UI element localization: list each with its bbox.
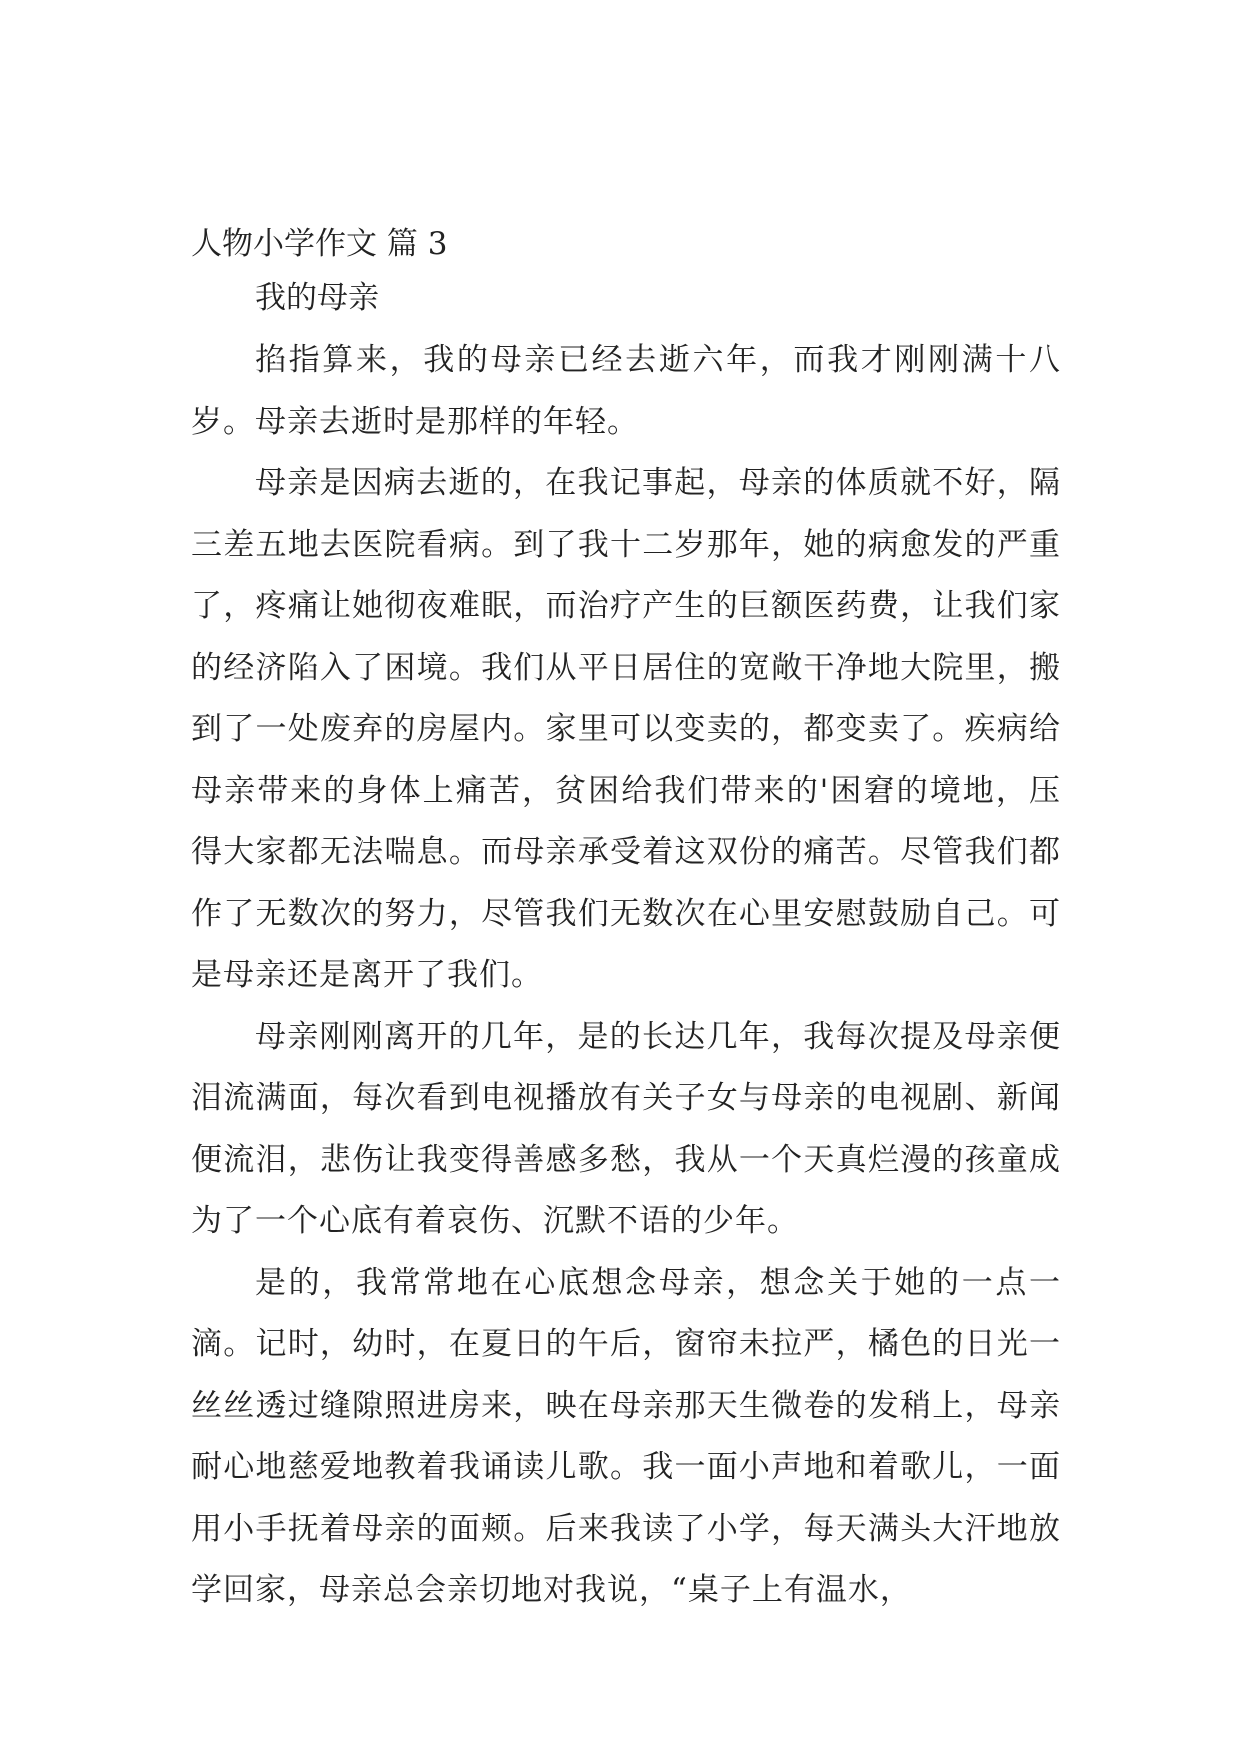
paragraph-3: 母亲刚刚离开的几年，是的长达几年，我每次提及母亲便泪流满面，每次看到电视播放有关子女与母亲的电视剧、新闻便流泪，悲伤让我变得善感多愁，我从一个天真烂漫的孩童成为了一个心底有着哀伤、沉默不语的少年。 (191, 1018, 1061, 1239)
section-header: 人物小学作文 篇 3 (191, 226, 448, 262)
document-body (191, 222, 1061, 1622)
paragraph-4: 是的，我常常地在心底想念母亲，想念关于她的一点一滴。记时，幼时，在夏日的午后，窗帘未拉严，橘色的日光一丝丝透过缝隙照进房来，映在母亲那天生微卷的发稍上，母亲耐心地慈爱地教着我诵读儿歌。我一面小声地和着歌儿，一面用小手抚着母亲的面颊。后来我读了小学，每天满头大汗地放学回家，母亲总会亲切地对我说，“桌子上有温水， (191, 1264, 1061, 1608)
paragraph-1: 掐指算来，我的母亲已经去逝六年，而我才刚刚满十八岁。母亲去逝时是那样的年轻。 (191, 342, 1061, 440)
paragraph-2: 母亲是因病去逝的，在我记事起，母亲的体质就不好，隔三差五地去医院看病。到了我十二岁那年，她的病愈发的严重了，疼痛让她彻夜难眠，而治疗产生的巨额医药费，让我们家的经济陷入了困境。我们从平日居住的宽敞干净地大院里，搬到了一处废弃的房屋内。家里可以变卖的，都变卖了。疾病给母亲带来的身体上痛苦，贫困给我们带来的'困窘的境地，压得大家都无法喘息。而母亲承受着这双份的痛苦。尽管我们都作了无数次的努力，尽管我们无数次在心里安慰鼓励自己。可是母亲还是离开了我们。 (191, 465, 1061, 993)
essay-title: 我的母亲 (255, 280, 379, 316)
